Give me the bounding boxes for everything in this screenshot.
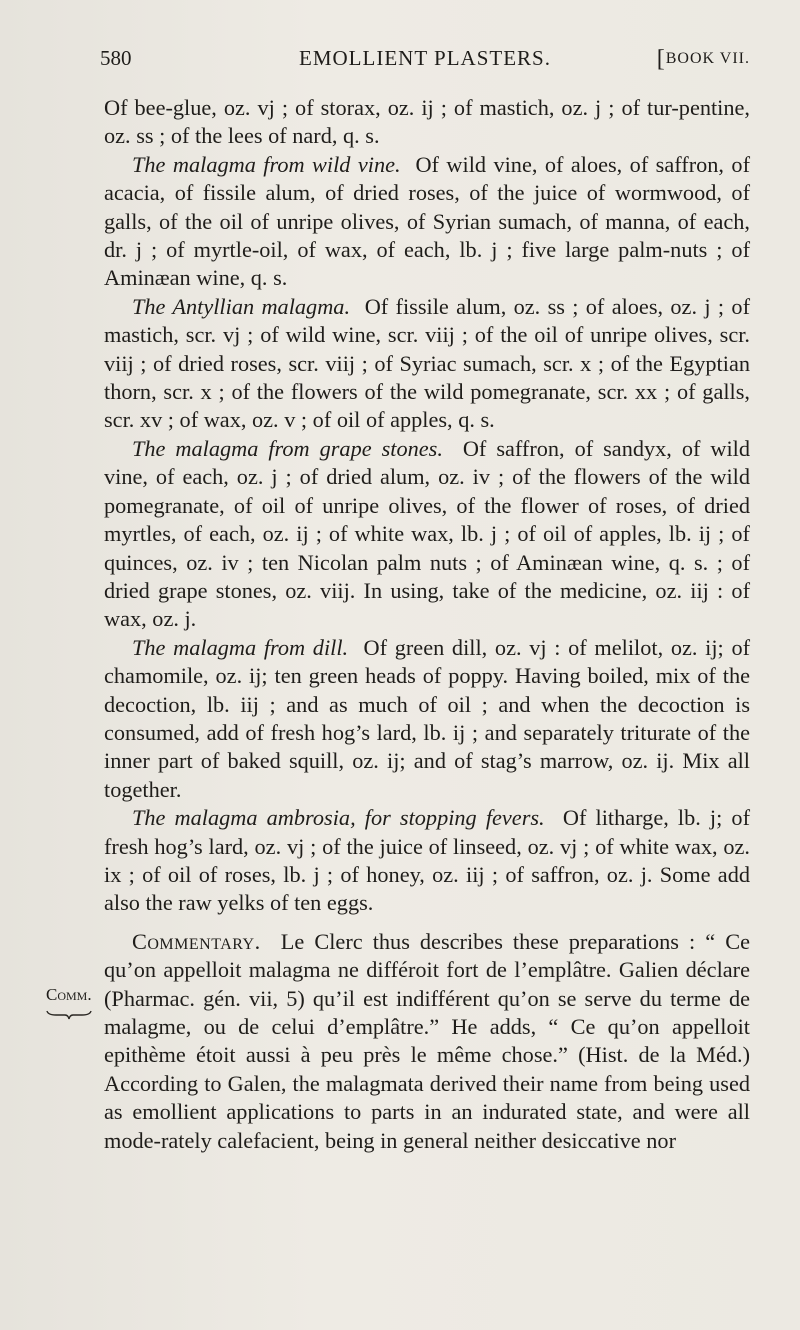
paragraph-3 <box>104 435 750 634</box>
recipe-title: The malagma from dill. <box>132 634 349 660</box>
recipe-title: The malagma from grape stones. <box>132 435 443 461</box>
paragraph-text: Of saffron, of sandyx, of wild vine, of each, oz. j ; of dried alum, oz. iv ; of the flowers of the wild pomegranate, of oil of unripe olives, of the flower of roses, of dried myrtles, of each, oz. ij ; of white wax, lb. j ; of oil of apples, lb. ij ; of quinces, oz. iv ; ten Nicolan palm nuts ; of Aminæan wine, q. s. ; of dried grape stones, oz. viij. In using, take of the medicine, oz. iij : of wax, oz. j. <box>104 435 750 632</box>
paragraph-text: Of bee-glue, oz. vj ; of storax, oz. ij ; of mastich, oz. j ; of tur-pentine, oz. ss ; of the lees of nard, q. s. <box>104 95 750 149</box>
recipe-title: The malagma ambrosia, for stopping fevers. <box>132 805 545 831</box>
margin-brace-icon <box>46 1008 92 1020</box>
commentary-paragraph <box>104 928 750 1155</box>
running-title: EMOLLIENT PLASTERS. <box>299 46 551 70</box>
paragraph-text: Of fissile alum, oz. ss ; of aloes, oz. j ; of mastich, scr. vj ; of wild wine, scr. viij ; of the oil of unripe olives, scr. viij ; of dried roses, scr. viij ; of Syriac sumach, scr. x ; of the Egyptian thorn, scr. x ; of the flowers of the wild pomegranate, scr. xx ; of galls, scr. xv ; of wax, oz. v ; of oil of apples, q. s. <box>104 293 750 433</box>
running-header <box>100 46 750 78</box>
recipe-title: The malagma from wild vine. <box>132 151 401 177</box>
page-number: 580 <box>100 46 132 70</box>
page-body <box>104 94 750 1155</box>
paragraph-text: Of litharge, lb. j; of fresh hog’s lard, oz. vj ; of the juice of linseed, oz. vj ; of white wax, oz. ix ; of oil of roses, lb. j ; of honey, oz. iij ; of saffron, oz. j. Some add also the raw yelks of ten eggs. <box>104 805 750 916</box>
paragraph-5 <box>104 804 750 918</box>
paragraph-2 <box>104 293 750 435</box>
paragraph-text: Of green dill, oz. vj : of melilot, oz. ij; of chamomile, oz. ij; ten green heads of poppy. Having boiled, mix of the decoction, lb. iij ; and as much of oil ; and when the decoction is consumed, add of fresh hog’s lard, lb. ij ; and separately triturate of the inner part of baked squill, oz. ij; and of stag’s marrow, oz. ij. Mix all together. <box>104 634 751 802</box>
commentary-text: Le Clerc thus describes these preparations : “ Ce qu’on appelloit malagma ne différoit fort de l’emplâtre. Galien déclare (Pharmac. gén. vii, 5) qu’il est indifférent qu’on se serve du terme de malagme, ou de celui d’emplâtre.” He adds, “ Ce qu’on appelloit epithème étoit aussi à peu près le même chose.” (Hist. de la Méd.) According to Galen, the malagmata derived their name from being used as emollient applications to parts in an indurated state, and were all mode-rately calefacient, being in general neither desiccative nor <box>104 928 750 1153</box>
book-label: [BOOK VII. <box>656 46 750 72</box>
paragraph-4 <box>104 634 750 804</box>
paragraph-1 <box>104 151 750 293</box>
recipe-title: The Antyllian malagma. <box>132 293 351 319</box>
commentary-heading: Commentary. <box>132 928 261 954</box>
margin-label: Comm. <box>46 985 92 1004</box>
paragraph-0 <box>104 94 750 151</box>
paragraph-text: Of wild vine, of aloes, of saffron, of acacia, of fissile alum, of dried roses, of the juice of wormwood, of galls, of the oil of unripe olives, of Syrian sumach, of manna, of each, dr. j ; of myrtle-oil, of wax, of each, lb. j ; five large palm-nuts ; of Aminæan wine, q. s. <box>104 151 750 291</box>
